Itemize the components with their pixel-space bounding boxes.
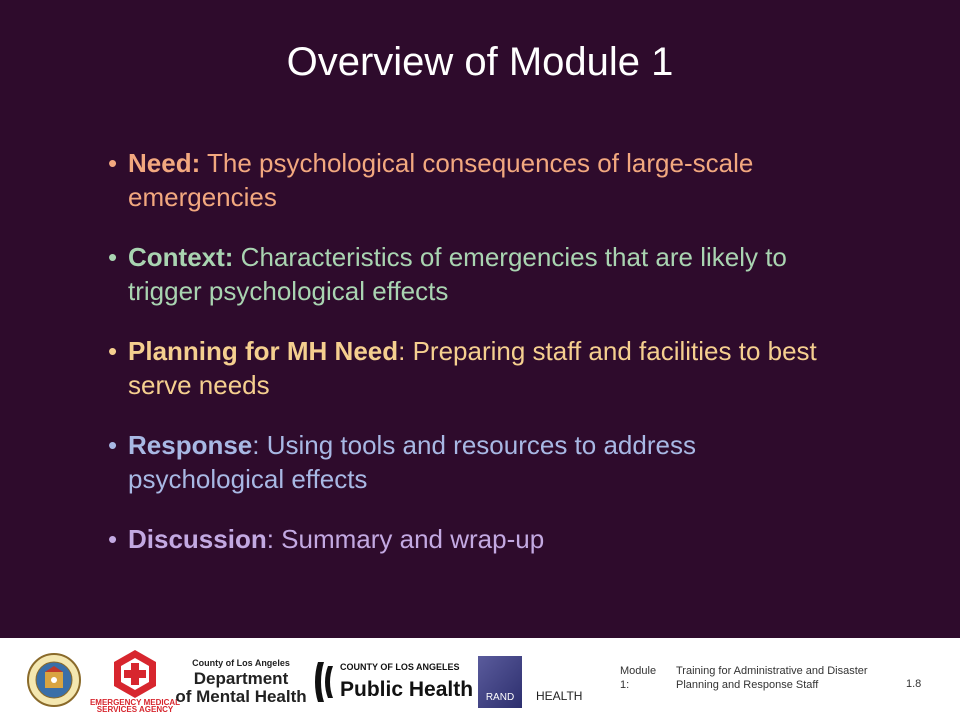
rand-logo-name: RAND	[485, 692, 515, 703]
bullet-marker: •	[108, 148, 118, 178]
ems-agency-logo	[90, 648, 180, 714]
bullet-text: The psychological consequences of large-scale emergencies	[128, 148, 754, 212]
page-number: 1.8	[906, 678, 922, 690]
bullet-marker: •	[108, 336, 118, 366]
slide-title: Overview of Module 1	[286, 40, 674, 84]
bullet-heading: Need:	[128, 148, 201, 178]
bullet-heading: Planning for MH Need	[128, 336, 399, 366]
bullet-heading: Discussion	[128, 524, 267, 554]
ems-logo-line2: SERVICES AGENCY	[96, 705, 174, 714]
rand-logo-health: HEALTH	[536, 689, 583, 703]
dmh-logo-line3: of Mental Health	[175, 687, 307, 706]
ems-logo-line1: EMERGENCY MEDICAL	[89, 698, 181, 707]
public-health-logo-line1: COUNTY OF LOS ANGELES	[340, 662, 460, 672]
bullet-context	[108, 240, 838, 308]
bullet-text: : Preparing staff and facilities to best serve needs	[128, 336, 817, 400]
module-title: Training for Administrative and Disaster Planning and Response Staff	[676, 665, 868, 691]
bullet-text: : Summary and wrap-up	[266, 524, 545, 554]
bullet-marker: •	[108, 524, 118, 554]
public-health-logo	[312, 656, 474, 708]
dmh-logo	[175, 656, 307, 706]
bullet-marker: •	[108, 430, 118, 460]
bullet-text: Characteristics of emergencies that are likely to trigger psychological effects	[128, 242, 787, 306]
bullet-need	[108, 146, 838, 214]
bullet-heading: Context:	[128, 242, 234, 272]
dmh-logo-line2: Department	[193, 669, 289, 688]
bullet-planning	[108, 334, 838, 402]
module-label: Module 1:	[620, 665, 657, 691]
rand-health-logo	[478, 656, 588, 708]
bullet-discussion	[108, 522, 838, 556]
bullet-text: : Using tools and resources to address psychological effects	[128, 430, 696, 494]
bullet-marker: •	[108, 242, 118, 272]
bullet-response	[108, 428, 838, 496]
dmh-logo-line1: County of Los Angeles	[192, 658, 290, 668]
bullet-list	[108, 146, 838, 582]
public-health-logo-line2: Public Health	[340, 678, 474, 701]
bullet-heading: Response	[128, 430, 253, 460]
county-seal-logo	[26, 650, 82, 710]
